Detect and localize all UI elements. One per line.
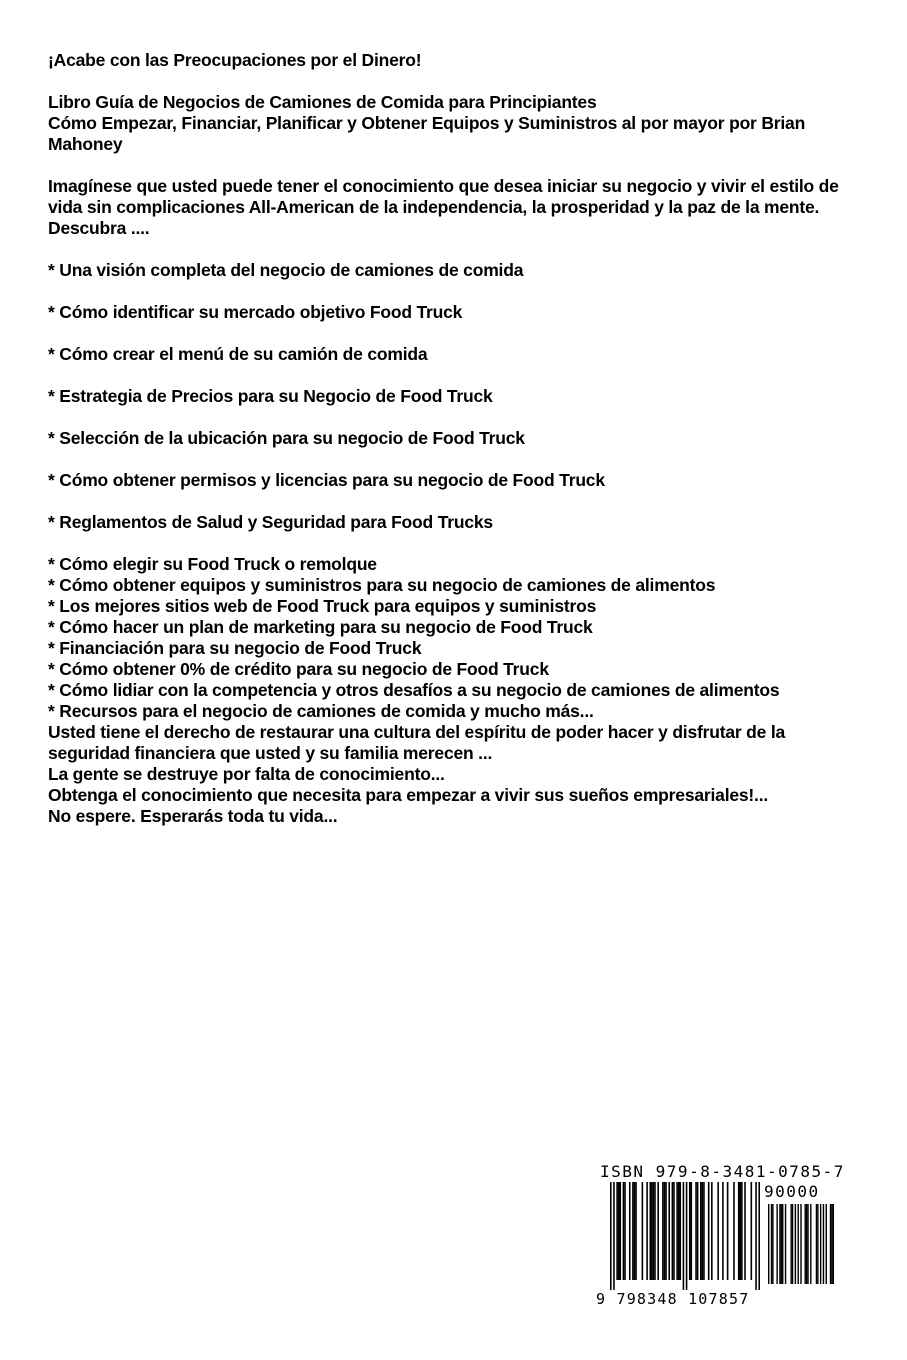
barcode-bar bbox=[649, 1182, 651, 1280]
barcode-bar bbox=[820, 1204, 821, 1284]
barcode-bar bbox=[629, 1182, 631, 1280]
barcode-bar bbox=[673, 1182, 675, 1280]
barcode-bar bbox=[771, 1204, 772, 1284]
barcode-bar bbox=[616, 1182, 618, 1280]
list-item: * Estrategia de Precios para su Negocio de Food Truck bbox=[48, 386, 493, 406]
barcode-bar bbox=[623, 1182, 625, 1280]
addon-bars bbox=[768, 1204, 834, 1284]
isbn-label: ISBN 979-8-3481-0785-7 bbox=[600, 1162, 845, 1181]
barcode-bar bbox=[695, 1182, 697, 1280]
barcode-bar bbox=[823, 1204, 824, 1284]
list-item: * Cómo identificar su mercado objetivo Food Truck bbox=[48, 302, 463, 322]
barcode-bar bbox=[792, 1204, 793, 1284]
barcode-bar bbox=[807, 1204, 808, 1284]
subtitle-line-2: Cómo Empezar, Financiar, Planificar y Obtener Equipos y Suministros al por mayor por Brian Mahoney bbox=[48, 113, 806, 154]
spaced-bullet-list bbox=[48, 260, 868, 533]
isbn-barcode bbox=[596, 1162, 854, 1312]
barcode-bar bbox=[722, 1182, 724, 1280]
barcode-bar bbox=[632, 1182, 634, 1280]
barcode-bar bbox=[664, 1182, 666, 1280]
closing-paragraph: Usted tiene el derecho de restaurar una cultura del espíritu de poder hacer y disfrutar de la seguridad financiera que usted y su familia merecen ... bbox=[48, 722, 786, 763]
list-item: * Recursos para el negocio de camiones de comida y mucho más... bbox=[48, 701, 594, 721]
barcode-digits: 9 798348 107857 bbox=[596, 1290, 750, 1308]
barcode-bar bbox=[651, 1182, 653, 1280]
barcode-bar bbox=[703, 1182, 705, 1280]
closing-line: La gente se destruye por falta de conocimiento... bbox=[48, 764, 445, 784]
barcode-bar bbox=[662, 1182, 664, 1280]
barcode-bar bbox=[717, 1182, 719, 1280]
barcode-bar bbox=[635, 1182, 637, 1280]
barcode-bar bbox=[741, 1182, 743, 1280]
barcode-bar bbox=[776, 1204, 777, 1284]
barcode-bar bbox=[697, 1182, 699, 1280]
intro-paragraph: Imagínese que usted puede tener el conocimiento que desea iniciar su negocio y vivir el estilo de vida sin complicaciones All-American de la independencia, la prosperidad y la paz de la mente. Descubra .... bbox=[48, 176, 839, 238]
list-item: * Cómo crear el menú de su camión de comida bbox=[48, 344, 428, 364]
barcode-bar bbox=[610, 1182, 612, 1290]
barcode-bar bbox=[772, 1204, 773, 1284]
barcode-bar bbox=[739, 1182, 741, 1280]
barcode-bar bbox=[800, 1204, 801, 1284]
list-item: * Reglamentos de Salud y Seguridad para Food Trucks bbox=[48, 512, 493, 532]
barcode-bar bbox=[700, 1182, 702, 1280]
barcode-bar bbox=[679, 1182, 681, 1280]
barcode-bar bbox=[642, 1182, 644, 1280]
barcode-bar bbox=[733, 1182, 735, 1280]
barcode-bar bbox=[624, 1182, 626, 1280]
barcode-bar bbox=[686, 1182, 688, 1290]
ean13-bars bbox=[610, 1182, 760, 1290]
barcode-bar bbox=[676, 1182, 678, 1280]
barcode-bar bbox=[758, 1182, 760, 1290]
barcode-bar bbox=[665, 1182, 667, 1280]
barcode-bar bbox=[668, 1182, 670, 1280]
barcode-bar bbox=[744, 1182, 746, 1280]
barcode-bar bbox=[779, 1204, 780, 1284]
barcode-bar bbox=[805, 1204, 806, 1284]
barcode-bar bbox=[727, 1182, 729, 1280]
barcode-bar bbox=[683, 1182, 685, 1290]
barcode-bar bbox=[781, 1204, 782, 1284]
barcode-bar bbox=[826, 1204, 827, 1284]
barcode-bar bbox=[751, 1182, 753, 1280]
barcode-bar bbox=[702, 1182, 704, 1280]
barcode-bar bbox=[790, 1204, 791, 1284]
list-item: * Una visión completa del negocio de camiones de comida bbox=[48, 260, 524, 280]
barcode-bar bbox=[619, 1182, 621, 1280]
compact-bullet-list bbox=[48, 554, 868, 722]
barcode-bar bbox=[782, 1204, 783, 1284]
barcode-bar bbox=[768, 1204, 769, 1284]
barcode-bar bbox=[831, 1204, 832, 1284]
list-item: * Cómo obtener equipos y suministros para su negocio de camiones de alimentos bbox=[48, 575, 716, 595]
barcode-bar bbox=[654, 1182, 656, 1280]
barcode-bar bbox=[646, 1182, 648, 1280]
barcode-bar bbox=[691, 1182, 693, 1280]
barcode-bar bbox=[785, 1204, 786, 1284]
barcode-bar bbox=[653, 1182, 655, 1280]
barcode-bar bbox=[830, 1204, 831, 1284]
barcode-bar bbox=[711, 1182, 713, 1280]
list-item: * Financiación para su negocio de Food Truck bbox=[48, 638, 422, 658]
barcode-bar bbox=[806, 1204, 807, 1284]
barcode-bar bbox=[708, 1182, 710, 1280]
barcode-bar bbox=[795, 1204, 796, 1284]
barcode-bar bbox=[657, 1182, 659, 1280]
barcode-bar bbox=[634, 1182, 636, 1280]
barcode-bar bbox=[797, 1204, 798, 1284]
list-item: * Cómo obtener permisos y licencias para su negocio de Food Truck bbox=[48, 470, 605, 490]
barcode-bar bbox=[755, 1182, 757, 1290]
barcode-bar bbox=[689, 1182, 691, 1280]
barcode-bar bbox=[618, 1182, 620, 1280]
list-item: * Cómo hacer un plan de marketing para su negocio de Food Truck bbox=[48, 617, 593, 637]
barcode-bar bbox=[833, 1204, 834, 1284]
barcode-bar bbox=[817, 1204, 818, 1284]
barcode-bar bbox=[738, 1182, 740, 1280]
barcode-bar bbox=[678, 1182, 680, 1280]
subtitle-line-1: Libro Guía de Negocios de Camiones de Comida para Principiantes bbox=[48, 92, 597, 112]
list-item: * Cómo elegir su Food Truck o remolque bbox=[48, 554, 377, 574]
list-item: * Cómo obtener 0% de crédito para su negocio de Food Truck bbox=[48, 659, 549, 679]
barcode-bar bbox=[613, 1182, 615, 1290]
price-code: 90000 bbox=[764, 1182, 820, 1201]
back-cover-text bbox=[48, 50, 868, 827]
list-item: * Cómo lidiar con la competencia y otros desafíos a su negocio de camiones de alimentos bbox=[48, 680, 780, 700]
barcode-bar bbox=[810, 1204, 811, 1284]
barcode-bar bbox=[816, 1204, 817, 1284]
barcode-bar bbox=[672, 1182, 674, 1280]
list-item: * Selección de la ubicación para su negocio de Food Truck bbox=[48, 428, 525, 448]
headline: ¡Acabe con las Preocupaciones por el Dinero! bbox=[48, 50, 422, 70]
closing-line: No espere. Esperarás toda tu vida... bbox=[48, 806, 338, 826]
list-item: * Los mejores sitios web de Food Truck para equipos y suministros bbox=[48, 596, 597, 616]
closing-line: Obtenga el conocimiento que necesita para empezar a vivir sus sueños empresariales!... bbox=[48, 785, 769, 805]
